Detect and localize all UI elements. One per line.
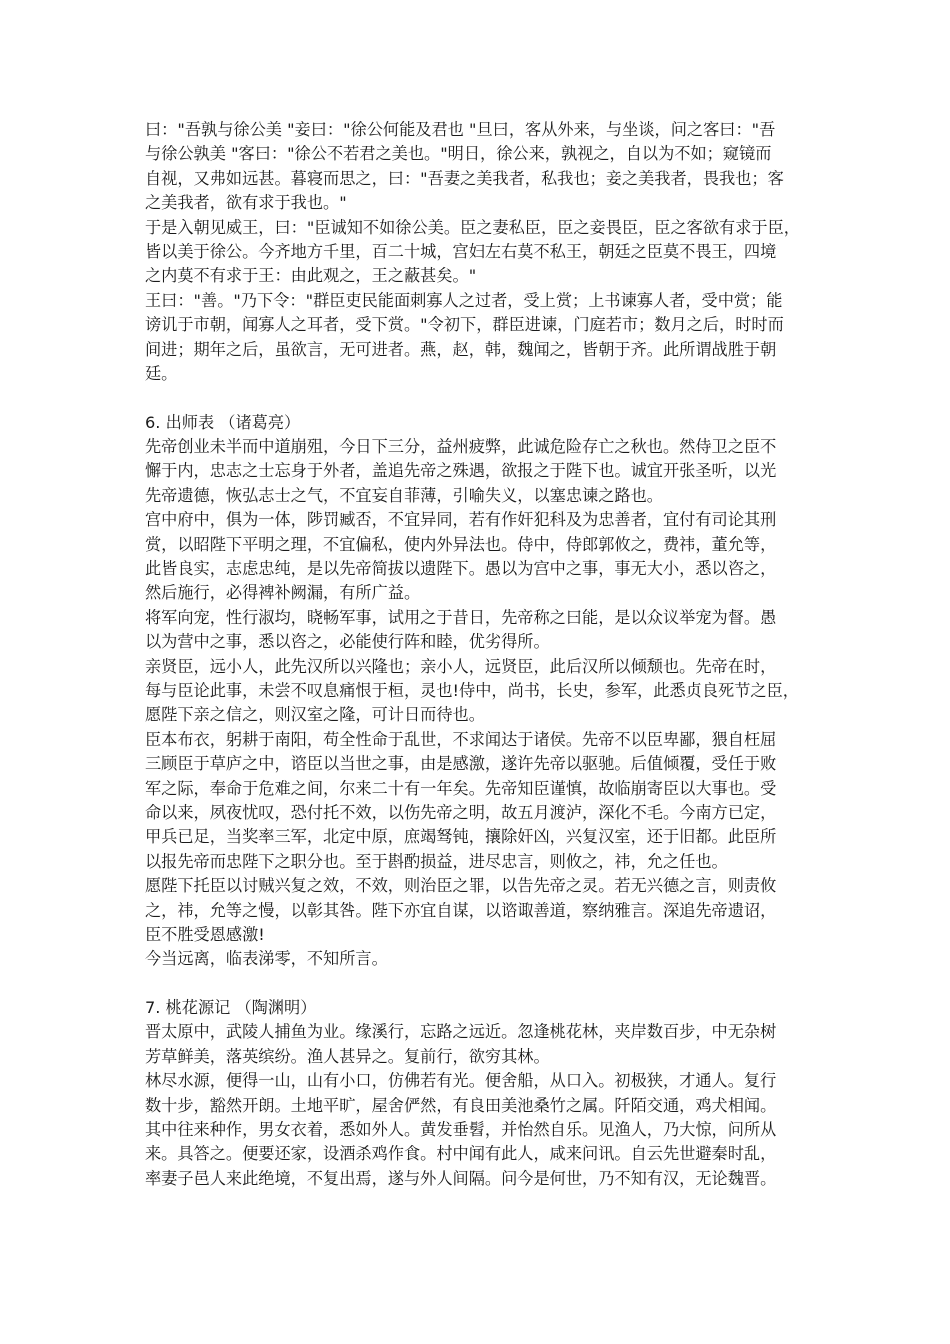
text-line: 赏，以昭陛下平明之理，不宜偏私，使内外异法也。侍中，侍郎郭攸之，费祎，董允等， [145, 534, 777, 554]
text-line: 曰："吾孰与徐公美 "妾曰："徐公何能及君也 "旦曰，客从外来，与坐谈，问之客曰："吾 [145, 120, 776, 139]
text-line: 先帝遗德，恢弘志士之气，不宜妄自菲薄，引喻失义，以塞忠谏之路也。 [145, 485, 663, 505]
text-line: 以为营中之事，悉以咨之，必能使行阵和睦，优劣得所。 [145, 632, 550, 652]
document-page [145, 118, 815, 1191]
text-line: 愿陛下亲之信之，则汉室之隆，可计日而待也。 [145, 705, 485, 725]
text-line: 皆以美于徐公。今齐地方千里，百二十城，宫妇左右莫不私王，朝廷之臣莫不畏王，四境 [145, 241, 777, 261]
text-line: 之美我者，欲有求于我也。" [145, 193, 347, 213]
text-line: 军之际，奉命于危难之间，尔来二十有一年矣。先帝知臣谨慎，故临崩寄臣以大事也。受 [145, 778, 777, 798]
text-line: 臣本布衣，躬耕于南阳，苟全性命于乱世，不求闻达于诸侯。先帝不以臣卑鄙，猥自枉屈 [145, 729, 777, 749]
text-line: 与徐公孰美 "客曰："徐公不若君之美也。"明日，徐公来，孰视之，自以为不如；窥镜而 [145, 144, 772, 164]
text-line: 间进；期年之后，虽欲言，无可进者。燕，赵，韩，魏闻之，皆朝于齐。此所谓战胜于朝 [145, 339, 777, 359]
text-line: 愿陛下托臣以讨贼兴复之效，不效，则治臣之罪，以告先帝之灵。若无兴德之言，则责攸 [145, 876, 777, 896]
section-chushibiao [145, 411, 815, 972]
text-line: 自视，又弗如远甚。暮寝而思之，曰："吾妻之美我者，私我也；妾之美我者，畏我也；客 [145, 168, 784, 188]
text-line: 每与臣论此事，未尝不叹息痛恨于桓，灵也!侍中，尚书，长史，参军，此悉贞良死节之臣， [145, 680, 799, 700]
text-line: 廷。 [145, 363, 178, 383]
text-line: 宫中府中，俱为一体，陟罚臧否，不宜异同，若有作奸犯科及为忠善者，宜付有司论其刑 [145, 510, 777, 530]
text-line: 甲兵已足，当奖率三军，北定中原，庶竭驽钝，攘除奸凶，兴复汉室，还于旧都。此臣所 [145, 827, 777, 847]
text-line: 其中往来种作，男女衣着，悉如外人。黄发垂髫，并怡然自乐。见渔人，乃大惊，问所从 [145, 1120, 777, 1140]
text-line: 将军向宠，性行淑均，晓畅军事，试用之于昔日，先帝称之曰能，是以众议举宠为督。愚 [145, 607, 777, 627]
text-line: 于是入朝见威王，曰："臣诚知不如徐公美。臣之妻私臣，臣之妾畏臣，臣之客欲有求于臣， [145, 217, 800, 237]
text-line: 之，祎，允等之慢，以彰其咎。陛下亦宜自谋，以谘诹善道，察纳雅言。深追先帝遗诏， [145, 900, 777, 920]
section-heading: 7. 桃花源记 （陶渊明） [145, 998, 317, 1018]
text-line: 之内莫不有求于王：由此观之，王之蔽甚矣。" [145, 266, 477, 286]
text-line: 芳草鲜美，落英缤纷。渔人甚异之。复前行，欲穷其林。 [145, 1046, 550, 1066]
text-line: 以报先帝而忠陛下之职分也。至于斟酌损益，进尽忠言，则攸之，祎，允之任也。 [145, 851, 728, 871]
text-line: 三顾臣于草庐之中，谘臣以当世之事，由是感激，遂许先帝以驱驰。后值倾覆，受任于败 [145, 754, 777, 774]
text-line: 率妻子邑人来此绝境，不复出焉，遂与外人间隔。问今是何世，乃不知有汉，无论魏晋。 [145, 1168, 777, 1188]
text-line: 晋太原中，武陵人捕鱼为业。缘溪行，忘路之远近。忽逢桃花林，夹岸数百步，中无杂树 [145, 1022, 777, 1042]
text-line: 亲贤臣，远小人，此先汉所以兴隆也；亲小人，远贤臣，此后汉所以倾颓也。先帝在时， [145, 656, 777, 676]
section-taohuayuan [145, 996, 815, 1191]
text-line: 谤讥于市朝，闻寡人之耳者，受下赏。"令初下，群臣进谏，门庭若市；数月之后，时时而 [145, 315, 784, 335]
text-line: 先帝创业未半而中道崩殂，今日下三分，益州疲弊，此诚危险存亡之秋也。然侍卫之臣不 [145, 437, 777, 457]
text-line: 懈于内，忠志之士忘身于外者，盖追先帝之殊遇，欲报之于陛下也。诚宜开张圣听，以光 [145, 461, 777, 481]
section-heading: 6. 出师表 （诸葛亮） [145, 412, 301, 432]
text-line: 此皆良实，志虑忠纯，是以先帝简拔以遗陛下。愚以为宫中之事，事无大小，悉以咨之， [145, 559, 777, 579]
text-line: 王曰："善。"乃下令："群臣吏民能面刺寡人之过者，受上赏；上书谏寡人者，受中赏；能 [145, 290, 783, 310]
section-spacer [145, 972, 815, 996]
text-line: 然后施行，必得裨补阙漏，有所广益。 [145, 583, 421, 603]
text-line: 来。具答之。便要还家，设酒杀鸡作食。村中闻有此人，咸来问讯。自云先世避秦时乱， [145, 1144, 777, 1164]
text-line: 臣不胜受恩感激! [145, 924, 265, 944]
text-line: 数十步，豁然开朗。土地平旷，屋舍俨然，有良田美池桑竹之属。阡陌交通，鸡犬相闻。 [145, 1095, 777, 1115]
text-line: 命以来，夙夜忧叹，恐付托不效，以伤先帝之明，故五月渡泸，深化不毛。今南方已定， [145, 802, 777, 822]
section-spacer [145, 386, 815, 410]
text-line: 今当远离，临表涕零，不知所言。 [145, 949, 388, 969]
text-line: 林尽水源，便得一山，山有小口，仿佛若有光。便舍船，从口入。初极狭，才通人。复行 [145, 1071, 777, 1091]
section-zoujimian [145, 118, 815, 386]
